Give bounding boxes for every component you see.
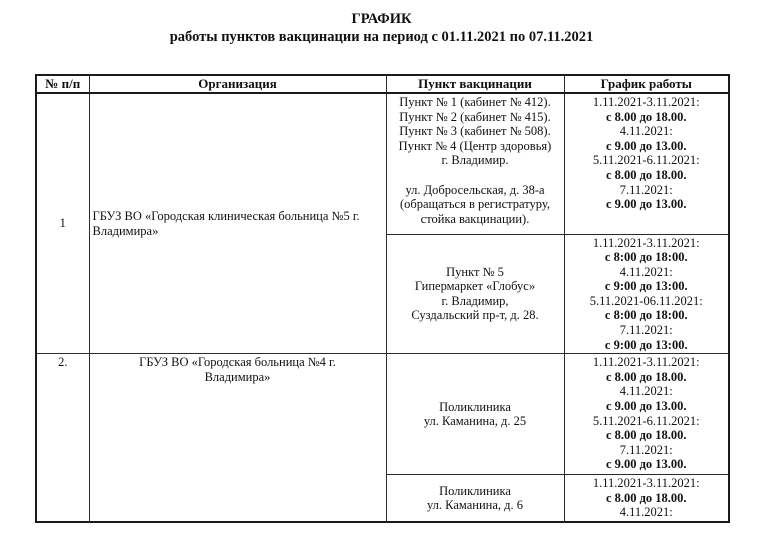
cell-line: с 8:00 до 18:00. [604, 308, 688, 323]
cell-line [390, 168, 561, 183]
cell-line: 5.11.2021-6.11.2021: [592, 413, 700, 428]
cell-line: 1.11.2021-3.11.2021: [592, 476, 700, 491]
organization-text: ГБУЗ ВО «Городская больница №4 г. Владимира» [139, 355, 336, 384]
cell-line: 1.11.2021-3.11.2021: [592, 235, 700, 250]
cell-line: Поликлиника [439, 483, 511, 498]
cell-line: с 8.00 до 18.00. [605, 428, 687, 443]
work-schedule-cell [564, 234, 729, 354]
cell-line: ул. Добросельская, д. 38-а [405, 182, 545, 197]
cell-line: 4.11.2021: [619, 505, 673, 520]
cell-line: с 8.00 до 18.00. [605, 109, 687, 124]
organization-cell [89, 354, 386, 522]
cell-line: ул. Каманина, д. 25 [423, 414, 527, 429]
cell-line: 7.11.2021: [619, 442, 673, 457]
page-title: ГРАФИК [351, 11, 412, 27]
cell-line: с 8.00 до 18.00. [605, 167, 687, 182]
work-schedule-cell [564, 354, 729, 475]
cell-line: 4.11.2021: [619, 124, 673, 139]
cell-line: 7.11.2021: [619, 323, 673, 338]
vaccination-point-cell [386, 354, 564, 475]
cell-line: стойка вакцинации). [420, 211, 530, 226]
col-header-vaccination-point: Пункт вакцинации [386, 75, 564, 93]
table-header-row [36, 75, 729, 93]
table-row [36, 93, 729, 234]
row-number-cell: 1 [36, 93, 89, 354]
cell-line: Пункт № 3 (кабинет № 508). [399, 124, 551, 139]
cell-line: с 8.00 до 18.00. [605, 490, 687, 505]
cell-line: Пункт № 4 (Центр здоровья) [398, 138, 552, 153]
cell-line: (обращаться в регистратуру, [399, 197, 551, 212]
vaccination-point-cell [386, 234, 564, 354]
cell-line: с 9.00 до 13.00. [605, 399, 687, 414]
cell-line: 7.11.2021: [619, 182, 673, 197]
cell-line: с 9.00 до 13.00. [605, 197, 687, 212]
cell-line: 5.11.2021-06.11.2021: [589, 293, 703, 308]
page-subtitle: работы пунктов вакцинации на период с 01.11.2021 по 07.11.2021 [169, 29, 594, 45]
organization-cell: ГБУЗ ВО «Городская клиническая больница №5 г. Владимира» [89, 93, 386, 354]
cell-line: Пункт № 5 [446, 264, 504, 279]
cell-line: 5.11.2021-6.11.2021: [592, 153, 700, 168]
cell-line: г. Владимир, [441, 293, 509, 308]
cell-line: 4.11.2021: [619, 384, 673, 399]
cell-line: г. Владимир. [441, 153, 509, 168]
cell-line: с 9.00 до 13.00. [605, 457, 687, 472]
cell-line: Поликлиника [439, 399, 511, 414]
cell-line: с 9:00 до 13:00. [604, 337, 688, 352]
cell-line: 4.11.2021: [619, 264, 673, 279]
cell-line: с 8.00 до 18.00. [605, 369, 687, 384]
table-row [36, 354, 729, 475]
document-heading [0, 10, 763, 46]
cell-line: Пункт № 1 (кабинет № 412). [399, 95, 551, 109]
col-header-work-schedule: График работы [564, 75, 729, 93]
cell-line: ул. Каманина, д. 6 [426, 498, 523, 513]
cell-line: 1.11.2021-3.11.2021: [592, 355, 700, 370]
work-schedule-cell [564, 475, 729, 522]
cell-line: 1.11.2021-3.11.2021: [592, 95, 700, 109]
col-header-organization: Организация [89, 75, 386, 93]
work-schedule-cell [564, 93, 729, 234]
cell-line: Гипермаркет «Глобус» [414, 279, 536, 294]
vaccination-schedule-table [35, 74, 730, 523]
vaccination-point-cell [386, 475, 564, 522]
cell-line: с 9:00 до 13:00. [604, 279, 688, 294]
cell-line: с 9.00 до 13.00. [605, 138, 687, 153]
row-number-cell: 2. [36, 354, 89, 522]
col-header-num: № п/п [36, 75, 89, 93]
cell-line: Пункт № 2 (кабинет № 415). [399, 109, 551, 124]
vaccination-point-cell [386, 93, 564, 234]
cell-line: Суздальский пр-т, д. 28. [411, 308, 539, 323]
cell-line: с 8:00 до 18:00. [604, 250, 688, 265]
